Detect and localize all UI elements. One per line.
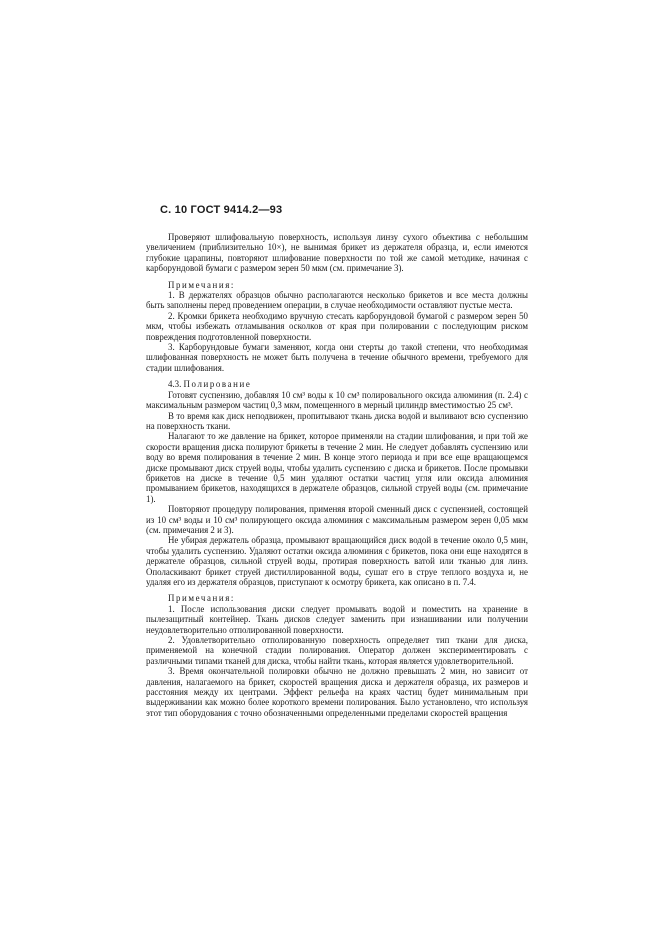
section-paragraph: Не убирая держатель образца, промывают вращающийся диск водой в течение около 0,5 мин, чтобы удалить суспензию. Удаляют остатки оксида алюминия с брикетов, пока они еще находятся в держателе образцов, сильной струей воды, протирая поверхность ватой или тканью для линз. Ополаскивают брикет струей дистиллированной воды, сушат его в струе теплого воздуха и, не удаляя его из держателя образцов, приступают к осмотру брикета, как описано в п. 7.4. bbox=[146, 535, 528, 587]
section-paragraph: Налагают то же давление на брикет, которое применяли на стадии шлифования, и при той же скорости вращения диска полируют брикеты в течение 2 мин. Не следует добавлять суспензию или воду во время полирования в течение 2 мин. В конце этого периода и при все еще вращающемся диске промывают диск струей воды, чтобы удалить суспензию с диска и брикетов. После промывки брикетов на диске в течение 0,5 мин удаляют остатки частиц угля или оксида алюминия промыванием брикетов, находящихся в держателе образцов, сильной струей воды (см. примечание 1). bbox=[146, 431, 528, 504]
section-number: 4.3. bbox=[168, 379, 182, 390]
notes-2-item: 1. После использования диски следует промывать водой и поместить на хранение в пылезащитный контейнер. Ткань дисков следует заменить при изнашивании или получении неудовлетворительно отполированной поверхности. bbox=[146, 603, 528, 635]
notes-2-item: 3. Время окончательной полировки обычно не должно превышать 2 мин, но зависит от давления, налагаемого на брикет, скоростей вращения диска и держателя образца, их размеров и расстояния между их центрами. Эффект рельефа на краях частиц будет минимальным при выдерживании как можно более короткого времени полирования. Было установлено, что используя этот тип оборудования с точно обозначенными определенными пределами скоростей вращения bbox=[146, 666, 528, 718]
notes-2-item: 2. Удовлетворительно отполированную поверхность определяет тип ткани для диска, применяемой на конечной стадии полирования. Оператор должен экспериментировать с различными типами тканей для диска, чтобы найти ткань, которая является удовлетворительной. bbox=[146, 635, 528, 666]
document-body bbox=[146, 232, 528, 718]
notes-1-item: 3. Карборундовые бумаги заменяют, когда они стерты до такой степени, что необходимая шлифованная поверхность не может быть получена в течение обычного времени, требуемого для стадии шлифования. bbox=[146, 342, 528, 373]
section-paragraph: В то время как диск неподвижен, пропитывают ткань диска водой и выливают всю суспензию на поверхность ткани. bbox=[146, 410, 528, 431]
notes-1-title: Примечания: bbox=[168, 279, 235, 290]
section-paragraph: Готовят суспензию, добавляя 10 см³ воды к 10 см³ полировального оксида алюминия (п. 2.4) с максимальным размером частиц 0,3 мкм, помещенного в мерный цилиндр вместимостью 25 см³. bbox=[146, 389, 528, 411]
intro-paragraph: Проверяют шлифовальную поверхность, используя линзу сухого объектива с небольшим увеличением (приблизительно 10×), не вынимая брикет из держателя образца, и, если имеются глубокие царапины, повторяют шлифование поверхности по той же самой методике, начиная с карборундовой бумаги с размером зерен 50 мкм (см. примечание 3). bbox=[146, 232, 528, 274]
notes-1-item: 2. Кромки брикета необходимо вручную стесать карборундовой бумагой с размером зерен 50 мкм, чтобы избежать отламывания осколков от края при полировании с последующим риском повреждения подготовленной поверхности. bbox=[146, 310, 528, 342]
section-heading bbox=[146, 379, 528, 389]
section-paragraph: Повторяют процедуру полирования, применяя второй сменный диск с суспензией, состоящей из 10 см³ воды и 10 см³ полирующего оксида алюминия с максимальным размером зерен 0,05 мкм (см. примечания 2 и 3). bbox=[146, 504, 528, 535]
section-title: Полирование bbox=[183, 379, 252, 390]
notes-1-item: 1. В держателях образцов обычно располагаются несколько брикетов и все места должны быть заполнены перед проведением операции, в случае необходимости оставляют пустые места. bbox=[146, 290, 528, 311]
page-header: С. 10 ГОСТ 9414.2—93 bbox=[160, 204, 283, 216]
notes-2-title: Примечания: bbox=[168, 593, 235, 604]
